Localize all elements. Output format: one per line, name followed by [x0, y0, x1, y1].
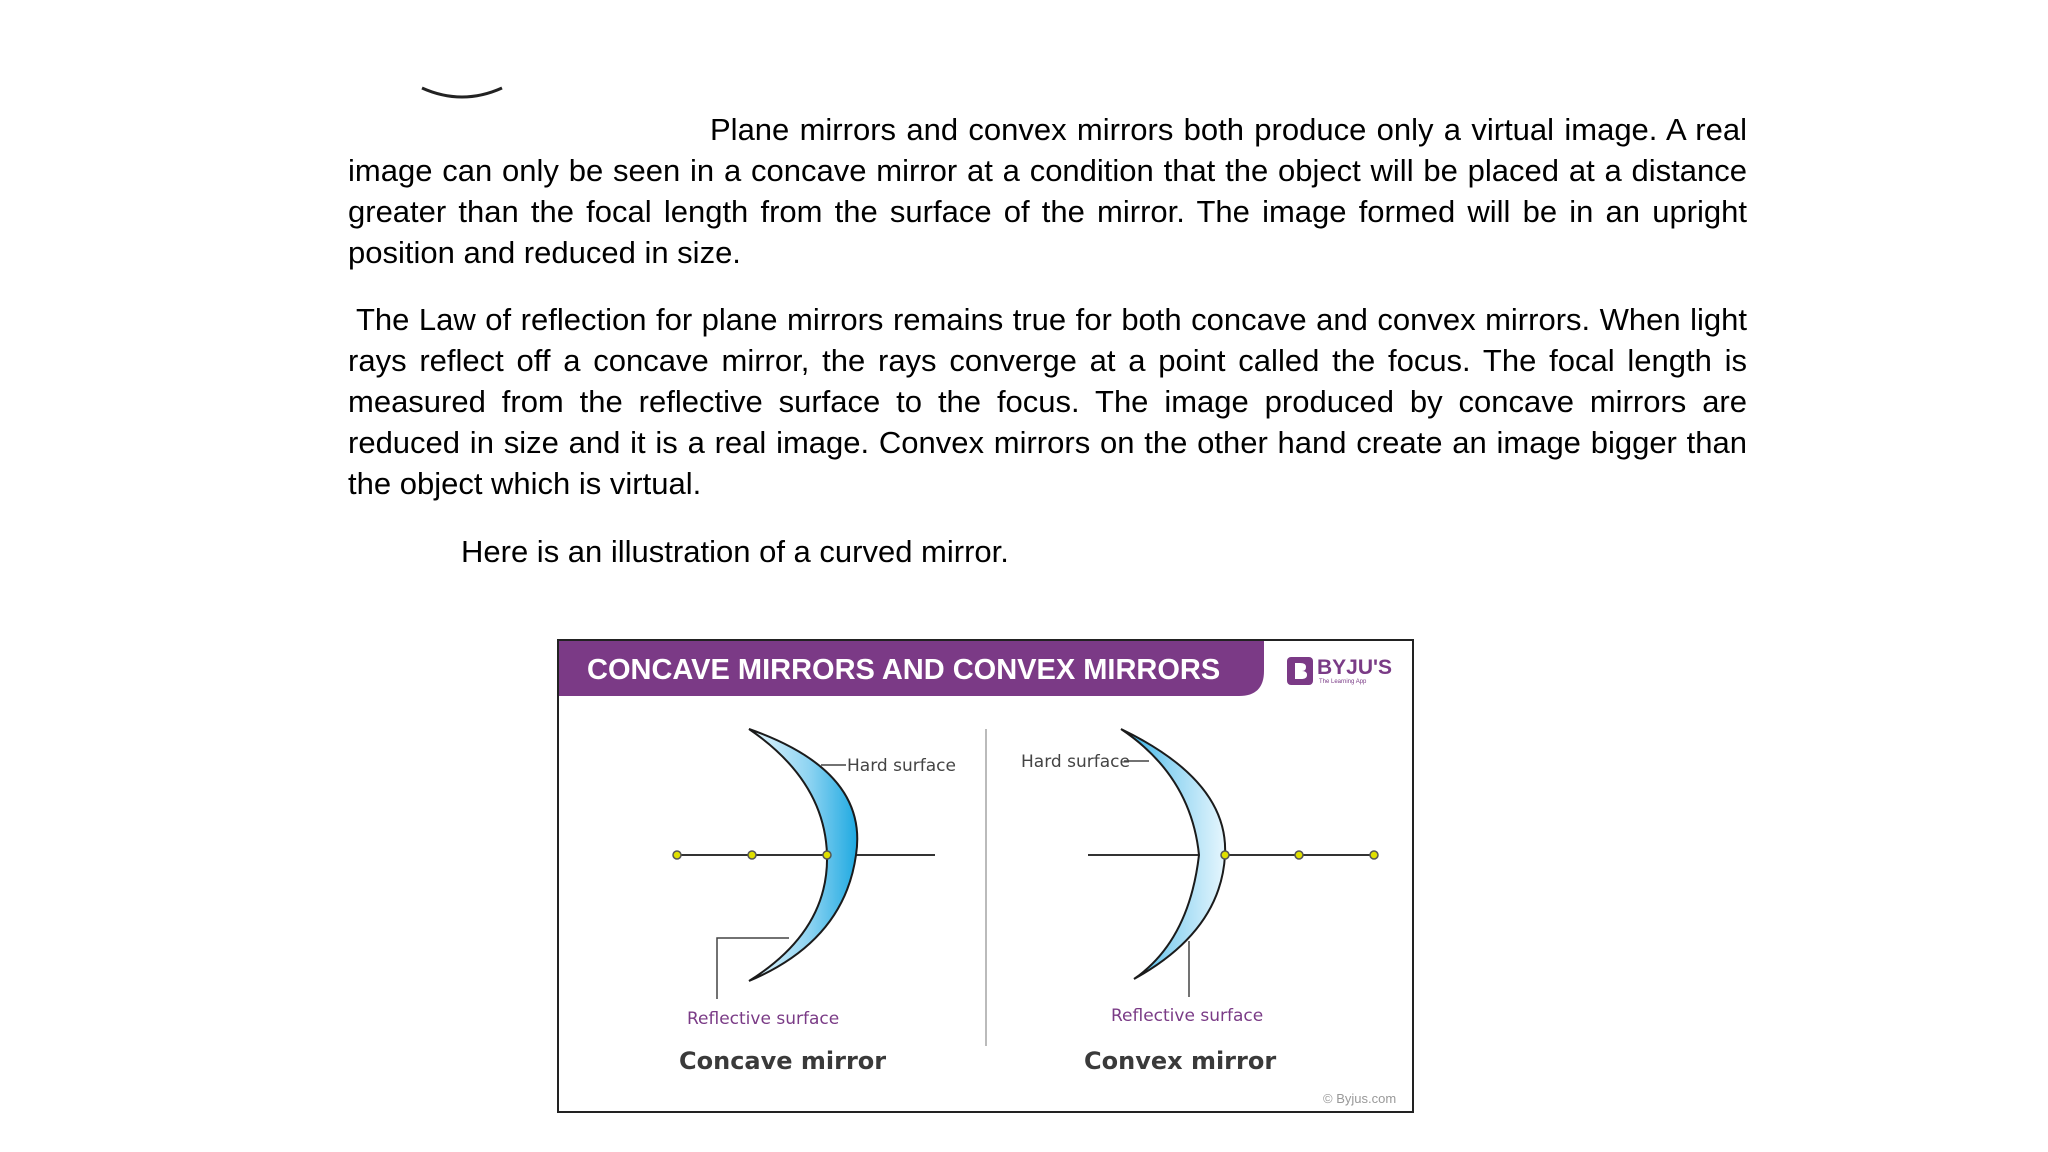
concave-mirror-diagram	[673, 729, 956, 1075]
figure-credit: © Byjus.com	[1323, 1091, 1397, 1106]
partial-arc-decoration	[420, 84, 504, 106]
brand-name: BYJU'S	[1317, 656, 1393, 679]
paragraph-virtual-images: Plane mirrors and convex mirrors both produce only a virtual image. A real image can only be seen in a concave mirror at a condition that the object will be placed at a distance greater than the focal length from the surface of the mirror. The image formed will be in an upright position and reduced in size.	[348, 112, 1747, 270]
figure-title: CONCAVE MIRRORS AND CONVEX MIRRORS	[587, 654, 1221, 686]
concave-point-1	[673, 851, 681, 859]
mirrors-diagram	[559, 641, 1414, 1113]
concave-point-3	[823, 851, 831, 859]
convex-point-3	[1370, 851, 1378, 859]
brand-tagline: The Learning App	[1319, 679, 1367, 685]
convex-point-2	[1295, 851, 1303, 859]
concave-reflective-leader	[717, 938, 789, 999]
concave-caption: Concave mirror	[679, 1047, 887, 1075]
mirrors-figure	[557, 639, 1414, 1113]
convex-caption: Convex mirror	[1084, 1047, 1277, 1075]
convex-hard-label: Hard surface	[1021, 752, 1130, 772]
concave-point-2	[748, 851, 756, 859]
paragraph-law-of-reflection: The Law of reflection for plane mirrors remains true for both concave and convex mirrors. When light rays reflect off a concave mirror, the rays converge at a point called the focus. The focal length is measured from the reflective surface to the focus. The image produced by concave mirrors are reduced in size and it is a real image. Convex mirrors on the other hand create an image bigger than the object which is virtual.	[348, 302, 1747, 501]
paragraph-illustration-intro: Here is an illustration of a curved mirror.	[461, 534, 1009, 569]
convex-point-1	[1221, 851, 1229, 859]
concave-reflective-label: Reflective surface	[687, 1009, 840, 1029]
convex-mirror-diagram	[1021, 729, 1378, 1075]
byjus-logo-icon	[1287, 657, 1313, 685]
concave-hard-label: Hard surface	[847, 756, 956, 776]
convex-reflective-label: Reflective surface	[1111, 1006, 1264, 1026]
